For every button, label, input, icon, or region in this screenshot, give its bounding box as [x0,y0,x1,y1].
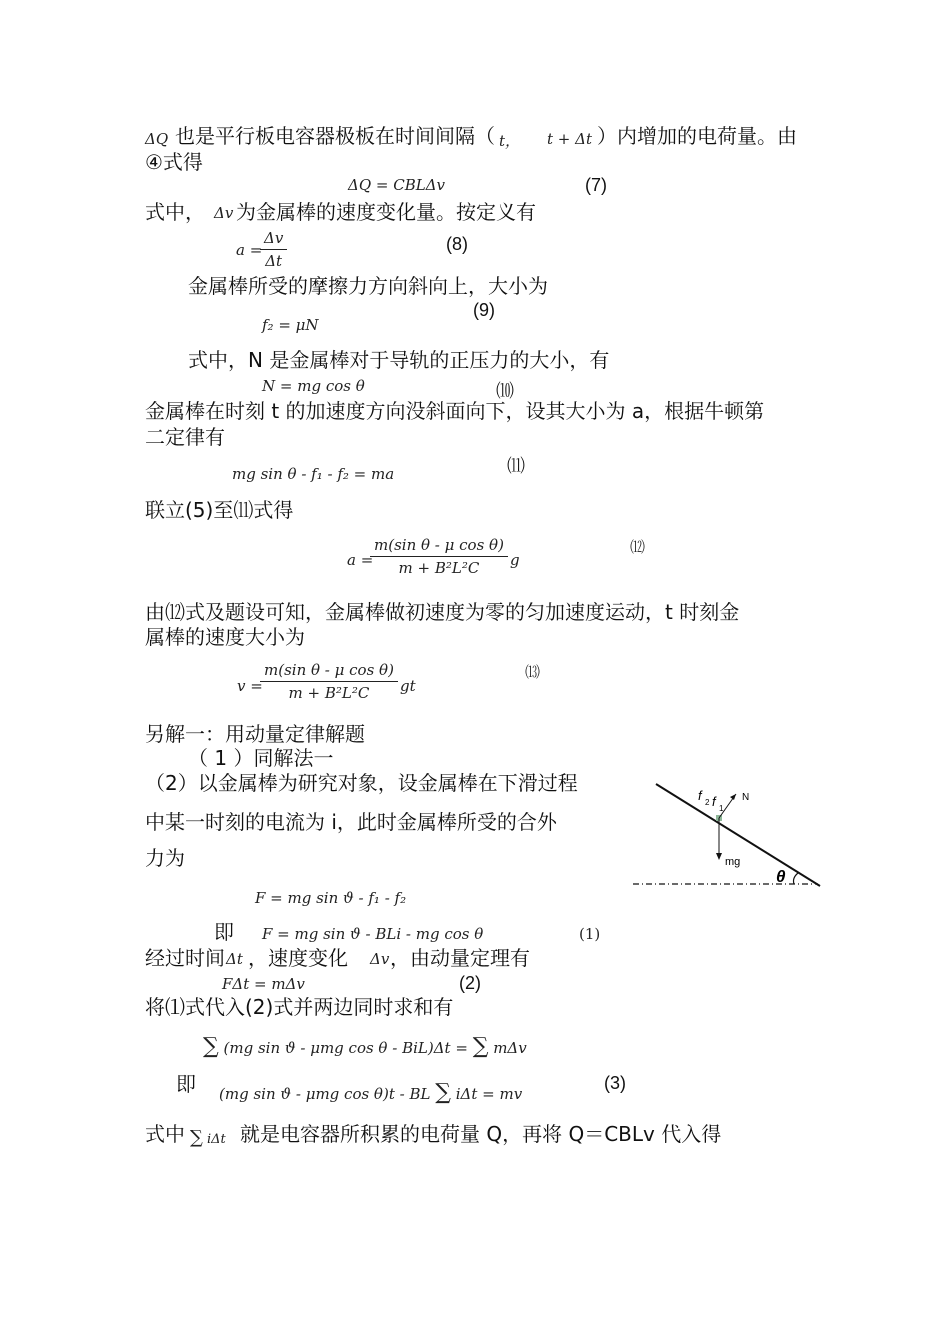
text-line-8: 联立(5)至⑾式得 [145,498,294,522]
text-line-6: 金属棒在时刻 t 的加速度方向没斜面向下，设其大小为 a，根据牛顿第 [145,399,765,423]
delta-v-symbol: Δv [370,950,390,968]
equation-number-c: (2) [459,973,481,993]
equation-summation-middle: (mg sin ϑ - μmg cos θ - BiL)Δt = [223,1039,468,1057]
text-line-15: 力为 [145,846,185,870]
text-line-9: 由⑿式及题设可知，金属棒做初速度为零的匀加速度运动，t 时刻金 [145,600,740,624]
sum-sign: ∑ [472,1034,489,1059]
text-line-18: 将⑴式代入(2)式并两边同时求和有 [145,995,454,1019]
equation-force-sum: F = mg sin ϑ - f₁ - f₂ [255,889,407,907]
delta-t-symbol: Δt [226,950,243,968]
equation-number-a: (1) [579,925,601,943]
text-line-2: ④式得 [145,150,203,174]
incline-line [656,784,820,886]
text-line-10: 属棒的速度大小为 [145,625,305,649]
equation-13-denominator: m + B²L²C [288,684,370,702]
text-line-17a: 经过时间 [145,946,225,970]
equation-13-fraction [260,661,398,702]
text-line-5: 式中，N 是金属棒对于导轨的正压力的大小，有 [188,348,610,372]
equation-result-left: (mg sin ϑ - μmg cos θ)t - BL [219,1085,431,1103]
inclined-plane-figure [628,770,828,890]
equation-number-12: ⑿ [630,538,646,556]
text-line-17b: ，速度变化 [248,946,348,970]
sum-i-delta-t [190,1127,226,1148]
equation-10: N = mg cos θ [262,377,365,395]
text-line-1a: 也是平行板电容器极板在时间间隔（ [175,124,495,148]
text-line-16: 即 [214,920,234,944]
delta-q-symbol: ΔQ [145,130,169,148]
sum-sign: ∑ [435,1080,451,1105]
equation-8-fraction [260,229,287,270]
equation-8-denominator: Δt [265,252,283,270]
equation-number-10: ⑽ [496,381,514,401]
equation-12-numerator: m(sin θ - μ cos θ) [374,536,504,554]
label-f2: f [698,788,702,803]
equation-8-lhs: a = [236,241,263,259]
arrow-head [716,853,722,860]
text-line-13: （2）以金属棒为研究对象，设金属棒在下滑过程 [145,771,578,795]
equation-number-11: ⑾ [507,456,525,476]
equation-11: mg sin θ - f₁ - f₂ = ma [232,465,395,483]
equation-12-lhs: a = [347,551,374,569]
equation-number-7: (7) [585,175,607,195]
interval-t-plus-dt: t + Δt [547,130,592,148]
text-line-12: （ 1 ）同解法一 [188,746,334,770]
text-line-20b: 就是电容器所积累的电荷量 Q，再将 Q＝CBLv 代入得 [240,1122,722,1146]
angle-arc [794,873,799,884]
label-f1-subscript: 1 [719,804,724,813]
equation-13-numerator: m(sin θ - μ cos θ) [264,661,394,679]
text-line-1b: ）内增加的电荷量。由 [597,124,797,148]
equation-8-numerator: Δv [264,229,284,247]
equation-number-9: (9) [473,300,495,320]
equation-summation-result [219,1080,522,1105]
label-f1: f [712,794,716,809]
equation-13-tail: gt [400,677,416,695]
equation-9: f₂ = μN [262,316,319,334]
arrow-head [730,794,736,800]
text-line-14: 中某一时刻的电流为 i，此时金属棒所受的合外 [145,810,557,834]
equation-summation-tail: mΔv [493,1039,527,1057]
equation-12-denominator: m + B²L²C [398,559,480,577]
text-line-7: 二定律有 [145,425,225,449]
equation-12-fraction [370,536,508,577]
text-line-17c: ，由动量定理有 [390,946,530,970]
sum-sign: ∑ [203,1034,219,1059]
text-line-11: 另解一：用动量定律解题 [145,722,365,746]
equation-7: ΔQ = CBLΔv [348,176,446,194]
delta-v-symbol: Δv [214,204,234,222]
equation-summation [203,1034,527,1059]
interval-t: t， [499,132,521,150]
equation-momentum: FΔt = mΔv [222,975,305,993]
label-mg: mg [725,856,741,868]
equation-force-expanded: F = mg sin ϑ - BLi - mg cos θ [262,925,484,943]
label-f2-subscript: 2 [705,798,710,807]
sum-sign: ∑ [190,1127,203,1148]
text-line-3b: 为金属棒的速度变化量。按定义有 [236,200,536,224]
equation-13-lhs: v = [237,677,263,695]
text-line-3a: 式中， [145,200,205,224]
equation-number-e: (3) [604,1073,626,1093]
label-theta: θ [776,867,786,886]
text-line-4: 金属棒所受的摩擦力方向斜向上，大小为 [188,274,548,298]
equation-12-tail: g [510,551,520,569]
label-n: N [742,792,750,803]
equation-number-13: ⒀ [525,663,541,681]
sum-i-delta-t-term: iΔt [207,1132,226,1147]
equation-result-right: iΔt = mv [455,1085,523,1103]
text-line-19: 即 [176,1072,196,1096]
text-line-20a: 式中 [145,1122,185,1146]
equation-number-8: (8) [446,234,468,254]
